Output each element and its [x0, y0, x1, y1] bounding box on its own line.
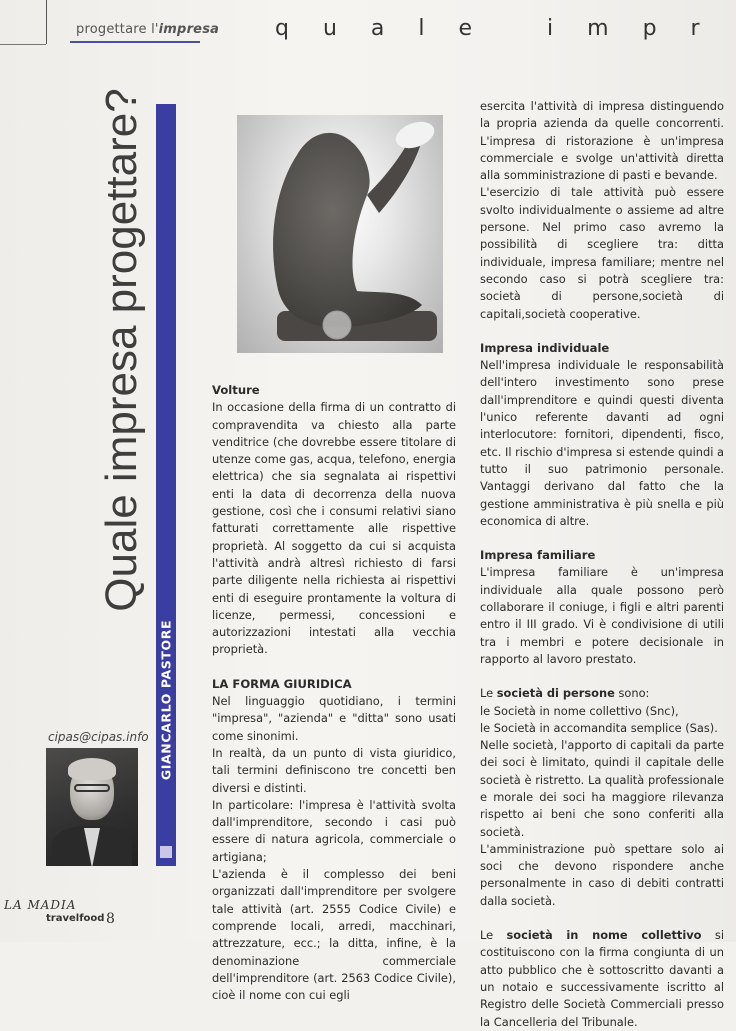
running-head	[76, 22, 219, 37]
article-title	[92, 88, 152, 612]
running-head-italic: impresa	[158, 22, 220, 37]
running-head-underline	[70, 41, 200, 43]
societa-paragraph-2: L'amministrazione può spettare solo ai soci che devono rispondere anche personalmente in caso di debiti contratti dalla società.	[480, 841, 724, 908]
page-number: 8	[106, 911, 115, 927]
impresa-individuale-heading: Impresa individuale	[480, 340, 610, 355]
author-square-marker	[160, 846, 172, 858]
sculpture-image	[237, 115, 443, 353]
header-vertical-rule	[46, 0, 47, 44]
impresa-familiare-heading: Impresa familiare	[480, 548, 596, 563]
running-head-plain: progettare l'	[76, 22, 159, 37]
author-email[interactable]: cipas@cipas.info	[48, 730, 149, 744]
societa-paragraph: Nelle società, l'apporto di capitali da parte dei soci è limitato, quindi il capitale delle società è ristretto. La qualità professionale e morale dei soci ha maggiore rilevanza rispetto ai beni che sono conferiti alla società.	[480, 738, 724, 839]
forma-paragraph-2: In realtà, da un punto di vista giuridico, tali termini definiscono tre concetti ben diversi e distinti.	[212, 745, 456, 795]
intro-paragraph-2: L'esercizio di tale attività può essere svolto individualmente o assieme ad altre persone. Nel primo caso avremo la possibilità di scegliere tra: ditta individuale, impresa familiare; mentre nel secondo caso si potrà scegliere tra: società di persone,società di capitali,società cooperative.	[480, 185, 724, 321]
forma-giuridica-heading: LA FORMA GIURIDICA	[212, 676, 352, 691]
societa-persone-intro: Le società di persone sono:	[480, 686, 650, 701]
column-left	[212, 382, 456, 1004]
article-title-text: Quale impresa progettare?	[97, 88, 146, 612]
impresa-familiare-paragraph: L'impresa familiare è un'impresa individuale alla quale possono però collaborare il coniuge, i figli e altri parenti entro il III grado. Vi è condivisione di utili tra i membri e potere decisionale in rapporto al lavoro prestato.	[480, 565, 724, 666]
snc-paragraph: Le società in nome collettivo si costituiscono con la firma congiunta di un atto pubblico che è sottoscritto davanti a un notaio e successivamente iscritto al Registro delle Società Commerciali presso la Cancelleria del Tribunale.	[480, 928, 724, 1029]
intro-paragraph-1: esercita l'attività di impresa distinguendo la propria azienda da quelle concorrenti. L'impresa di ristorazione è un'impresa commerciale e svolge un'attività diretta alla somministrazione di pasti e bevande.	[480, 99, 724, 183]
forma-paragraph-3: In particolare: l'impresa è l'attività svolta dall'imprenditore, secondo i casi può essere di natura agricola, commerciale o artigiana;	[212, 797, 456, 864]
forma-paragraph-1: Nel linguaggio quotidiano, i termini "impresa", "azienda" e "ditta" sono usati come sinonimi.	[212, 694, 456, 743]
magazine-logo: LA MADIA	[4, 898, 77, 912]
author-photo	[46, 748, 138, 866]
spaced-header-word: quale impr	[275, 16, 734, 41]
societa-list-item-snc: le Società in nome collettivo (Snc),	[480, 703, 679, 718]
impresa-individuale-paragraph: Nell'impresa individuale le responsabilità dell'intero investimento sono prese dall'imprenditore e quindi questi diventa l'unico referente davanti ad ogni interlocutore: fornitori, dipendenti, fisco, etc. Il rischio d'impresa si estende quindi a tutto il suo patrimonio personale. Vantaggi derivano dal fatto che la gestione amministrativa è più snella e più economica di altre.	[480, 358, 725, 528]
forma-paragraph-4: L'azienda è il complesso dei beni organizzati dall'imprenditore per svolgere tale attività (art. 2555 Codice Civile) e comprende locali, arredi, macchinari, attrezzature, ecc.; la ditta, infine, è la denominazione commerciale dell'imprenditore (art. 2563 Codice Civile), cioè il nome con cui egli	[212, 867, 456, 1003]
sculpture-illustration	[237, 115, 443, 353]
author-name	[156, 560, 176, 840]
volture-paragraph: In occasione della firma di un contratto di compravendita va chiesto alla parte venditrice (che dovrebbe essere titolare di utenze come gas, acqua, telefono, energia elettrica) che sia segnalata ai rispettivi enti la data di decorrenza della nuova gestione, così che i consumi relativi siano fatturati correttamente alle rispettive proprietà. Al soggetto da cui si acquista l'attività andrà altresì richiesto di farsi parte diligente nella richiesta ai rispettivi enti di eseguire prontamente la voltura di licenze, permessi, concessioni e autorizzazioni intestati alla vecchia proprietà.	[212, 400, 456, 657]
societa-list-item-sas: le Società in accomandita semplice (Sas).	[480, 720, 718, 735]
author-name-text: GIANCARLO PASTORE	[158, 619, 174, 781]
volture-heading: Volture	[212, 383, 260, 397]
header-horizontal-rule	[0, 44, 46, 45]
column-right	[480, 98, 724, 1031]
magazine-subtitle: travelfood	[46, 913, 105, 924]
